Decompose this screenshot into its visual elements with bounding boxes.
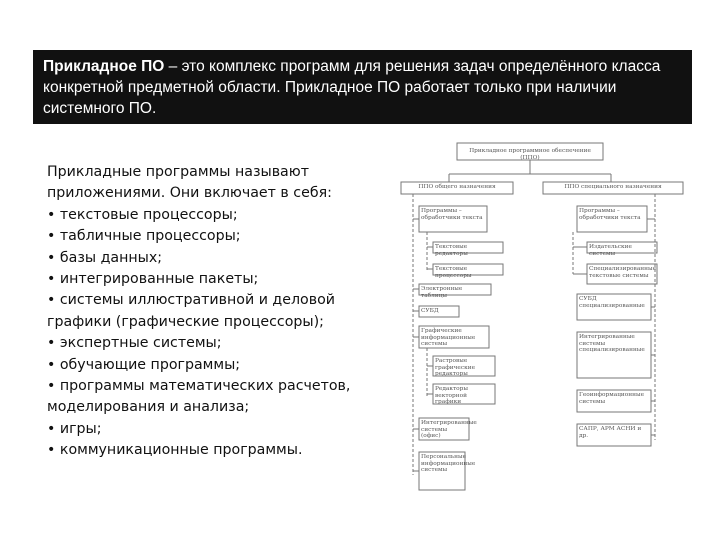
list-line: графики (графические процессоры);: [47, 313, 324, 330]
software-classification-diagram: [397, 140, 687, 500]
list-line: • игры;: [47, 420, 102, 437]
definition-term: Прикладное ПО: [43, 58, 165, 75]
diagram-left-item: Текстовые процессоры: [435, 266, 472, 279]
list-line: • экспертные системы;: [47, 335, 222, 352]
diagram-left-item: Графические информационные системы: [421, 328, 476, 348]
list-line: • табличные процессоры;: [47, 228, 241, 245]
diagram-right-item: Специализированные текстовые системы: [589, 266, 657, 279]
diagram-right-branch-label: ППО специального назначения: [564, 184, 662, 190]
definition-text: – это комплекс программ для решения задач определённого класса конкретной предметной области. Прикладное ПО работает только при наличии системного ПО.: [43, 58, 661, 117]
diagram-left-item: Интегрированные системы (офис): [421, 420, 477, 440]
list-line: • системы иллюстративной и деловой: [47, 292, 335, 309]
applications-list: [47, 162, 392, 462]
diagram-left-item: СУБД: [421, 308, 439, 314]
diagram-left-branch-label: ППО общего назначения: [418, 184, 496, 190]
list-line: • интегрированные пакеты;: [47, 271, 259, 288]
list-line: Прикладные программы называют: [47, 164, 309, 180]
diagram-right-item: Программы – обработчики текста: [579, 208, 641, 221]
diagram-left-item: Растровые графические редакторы: [435, 358, 476, 378]
diagram-root-label: Прикладное программное обеспечение (ППО): [469, 148, 591, 161]
diagram-right-item: Интегрированные системы специализированные: [579, 334, 645, 354]
list-line: • базы данных;: [47, 249, 163, 266]
diagram-connectors: [397, 140, 687, 500]
diagram-right-item: Геоинформационные системы: [579, 392, 645, 405]
definition-banner: [33, 50, 692, 124]
diagram-right-item: Издательские системы: [589, 244, 632, 257]
list-line: • программы математических расчетов,: [47, 378, 351, 395]
diagram-left-item: Текстовые редакторы: [435, 244, 468, 257]
diagram-right-item: СУБД специализированные: [579, 296, 645, 309]
diagram-right-item: САПР, АРМ АСНИ и др.: [579, 426, 642, 439]
diagram-left-item: Программы – обработчики текста: [421, 208, 483, 221]
diagram-left-item: Персональные информационные системы: [421, 454, 476, 474]
list-line: • текстовые процессоры;: [47, 206, 238, 223]
diagram-left-item: Электронные таблицы: [421, 286, 463, 299]
list-line: • обучающие программы;: [47, 356, 241, 373]
list-line: моделирования и анализа;: [47, 399, 250, 416]
diagram-left-item: Редакторы векторной графики: [435, 386, 469, 406]
list-line: • коммуникационные программы.: [47, 442, 303, 459]
list-line: приложениями. Они включает в себя:: [47, 185, 332, 202]
